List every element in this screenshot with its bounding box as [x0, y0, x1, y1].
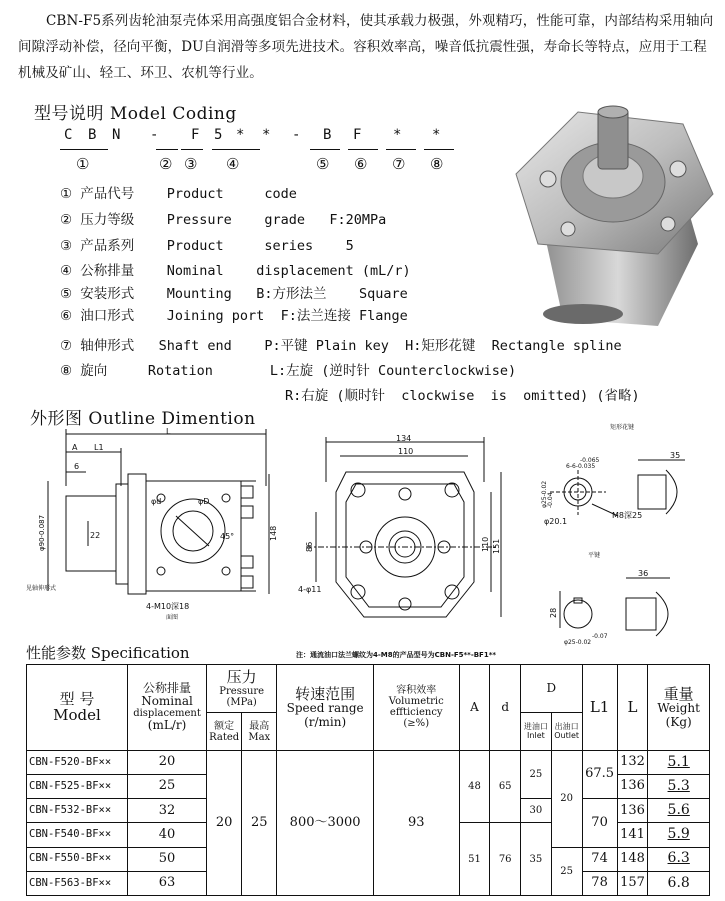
side-view-drawing [26, 426, 296, 640]
code-number: ④ [226, 155, 240, 173]
cell-L: 132 [617, 750, 648, 774]
header-vol-en2: effticiency [389, 707, 443, 719]
cell-L: 136 [617, 799, 648, 823]
legend-en: Product [166, 238, 224, 254]
code-number: ① [76, 155, 90, 173]
dim-151: 151 [492, 538, 501, 554]
plain-dia25: φ25-0.02 [564, 639, 592, 646]
plain-28: 28 [549, 607, 558, 618]
header-model-cn: 型 号 [59, 689, 95, 708]
intro-paragraph: CBN-F5系列齿轮油泵壳体采用高强度铝合金材料，使其承载力极强，外观精巧，性能可靠，内部结构采用轴向间隙浮动补偿，径向平衡，DU自润滑等多项先进技术。容积效率高，噪音低抗震性强，寿命长等特点，应用于工程机械及矿山、轻工、环卫、农机等行业。 [18, 13, 714, 81]
coding-underline [386, 149, 416, 150]
code-char: * [432, 127, 441, 143]
legend-number: ⑧ [60, 363, 73, 379]
cell-inlet: 35 [521, 823, 552, 896]
cell-disp: 20 [128, 750, 207, 774]
note-left: 见轴伸形式 [26, 585, 57, 592]
legend-extra: 5 [345, 238, 354, 254]
code-char: * [262, 127, 271, 143]
cell-model: CBN-F563-BF×× [27, 871, 128, 895]
header-inlet-cn: 进油口 [523, 721, 548, 731]
header-rated-cn: 额定 [214, 720, 235, 732]
legend-en: Shaft end [158, 338, 232, 354]
legend-en: Nominal [166, 263, 224, 279]
cell-d: 65 [490, 750, 521, 823]
spline-tol: -0.065 [580, 457, 600, 464]
legend-cn: 轴伸形式 [80, 338, 135, 354]
dim-holes: 4-φ11 [298, 585, 322, 594]
code-char: F [353, 127, 362, 143]
spline-spec: 6-6-0.035 [566, 463, 596, 470]
code-number: ⑦ [392, 155, 406, 173]
header-inlet [521, 713, 552, 750]
cell-disp: 63 [128, 871, 207, 895]
spline-35: 35 [670, 451, 681, 460]
legend-cn: 油口形式 [80, 308, 135, 324]
legend-cn: 旋向 [80, 363, 108, 379]
cell-rated: 20 [207, 750, 242, 895]
cell-model: CBN-F532-BF×× [27, 799, 128, 823]
code-number: ⑤ [316, 155, 330, 173]
header-L: L [617, 665, 648, 751]
cell-speed: 800～3000 [277, 750, 374, 895]
table-row [27, 750, 710, 774]
legend-extra: Flange [358, 308, 408, 324]
dim-6: 6 [74, 462, 80, 471]
legend-number: ④ [60, 263, 73, 279]
spline-title: 矩形花键 [610, 424, 635, 431]
coding-underline [212, 149, 260, 150]
code-number: ⑥ [354, 155, 368, 173]
header-rated [207, 713, 242, 750]
dim-A: A [72, 443, 78, 452]
cell-outlet: 20 [551, 750, 582, 847]
dim-86: 86 [305, 541, 314, 552]
legend-en2: grade [264, 212, 305, 228]
legend-en2: P:平键 Plain key [264, 338, 389, 354]
cell-L: 136 [617, 774, 648, 798]
cell-weight: 5.3 [648, 774, 710, 798]
dim-110-w: 110 [398, 447, 414, 456]
header-outlet-cn: 出油口 [554, 721, 579, 731]
code-char: * [393, 127, 402, 143]
dim-134: 134 [396, 434, 412, 443]
legend-extra: H:矩形花键 Rectangle spline [405, 338, 622, 354]
coding-underline [60, 149, 108, 150]
outline-title: 外形图 Outline Dimention [30, 409, 256, 429]
header-vol-cn: 容积效率 [396, 685, 437, 697]
cell-model: CBN-F520-BF×× [27, 750, 128, 774]
cell-L1: 74 [582, 847, 617, 871]
legend-item-3 [60, 234, 354, 254]
header-weight-en: Weight [657, 701, 700, 716]
cell-L1: 67.5 [582, 750, 617, 798]
cell-weight: 5.6 [648, 799, 710, 823]
header-max [242, 713, 277, 750]
code-number: ② [159, 155, 173, 173]
header-weight-cn: 重量 [663, 684, 694, 703]
legend-en2: code [264, 186, 297, 202]
header-L1: L1 [582, 665, 617, 751]
cell-disp: 50 [128, 847, 207, 871]
legend-cn: 压力等级 [80, 212, 135, 228]
legend-item-7 [60, 334, 622, 354]
coding-underline [310, 149, 340, 150]
cell-A: 48 [459, 750, 490, 823]
header-rated-en: Rated [209, 731, 240, 743]
code-char: 5 [214, 127, 223, 143]
spline-tol25: -0.04 [547, 492, 554, 508]
spec-title: 性能参数 Specification [26, 644, 190, 662]
legend-item-1 [60, 182, 297, 202]
header-disp-en1: Nominal [141, 694, 193, 709]
dim-bolt: 4-M10深18 [146, 602, 190, 611]
dim-L1: L1 [94, 443, 104, 452]
header-speed [277, 665, 374, 751]
cell-disp: 25 [128, 774, 207, 798]
cell-L: 157 [617, 871, 648, 895]
legend-en2: series [264, 238, 314, 254]
legend-en: Mounting [166, 286, 232, 302]
dim-22: 22 [90, 531, 101, 540]
cell-L: 141 [617, 823, 648, 847]
code-char: N [112, 127, 121, 143]
header-model [27, 665, 128, 751]
cell-vol: 93 [373, 750, 459, 895]
dim-phi-d: φd [151, 497, 162, 506]
code-char: * [236, 127, 245, 143]
legend-number: ② [60, 212, 73, 228]
header-weight [648, 665, 710, 751]
legend-en2: displacement (mL/r) [256, 263, 411, 279]
cell-L1: 78 [582, 871, 617, 895]
cell-model: CBN-F550-BF×× [27, 847, 128, 871]
header-A: A [459, 665, 490, 751]
legend-number: ⑦ [60, 338, 73, 354]
code-char: - [150, 127, 159, 143]
header-speed-cn: 转速范围 [295, 684, 356, 703]
cell-outlet: 25 [551, 847, 582, 895]
header-press-cn: 压力 [226, 668, 257, 687]
cell-disp: 40 [128, 823, 207, 847]
pump-photo [508, 104, 718, 329]
header-speed-unit: (r/min) [304, 714, 347, 729]
header-max-en: Max [248, 731, 271, 743]
cell-max: 25 [242, 750, 277, 895]
header-disp-en2: displacement [133, 708, 201, 720]
dim-L: L [166, 427, 171, 436]
header-vol-unit: (≥%) [403, 718, 430, 730]
dim-110-h: 110 [481, 536, 490, 552]
plain-36: 36 [638, 569, 649, 578]
cell-L: 148 [617, 847, 648, 871]
header-outlet [551, 713, 582, 750]
header-inlet-en: Inlet [527, 730, 545, 740]
legend-item-8 [60, 359, 516, 379]
header-press-en: Pressure [219, 685, 265, 697]
header-outlet-en: Outlet [554, 730, 580, 740]
header-model-en: Model [53, 706, 101, 725]
legend-en: Rotation [147, 363, 213, 379]
legend-number: ⑥ [60, 308, 73, 324]
header-D: D [521, 665, 582, 713]
legend-cn: 安装形式 [80, 286, 135, 302]
coding-underline [348, 149, 378, 150]
code-number: ⑧ [430, 155, 444, 173]
cell-weight: 6.3 [648, 847, 710, 871]
dim-angle: 45° [220, 532, 235, 541]
cell-inlet: 30 [521, 799, 552, 823]
legend-item-5 [60, 282, 408, 302]
legend-en2: F:法兰连接 [280, 308, 351, 324]
header-disp-unit: (mL/r) [147, 718, 187, 733]
legend-item-6 [60, 304, 408, 324]
code-char: F [191, 127, 200, 143]
header-disp-cn: 公称排量 [143, 681, 192, 696]
legend-extra: Square [358, 286, 408, 302]
legend-en2: B:方形法兰 [256, 286, 327, 302]
code-char: B [323, 127, 332, 143]
cell-weight: 6.8 [648, 871, 710, 895]
legend-rotation-r: R:右旋 (顺时针 clockwise is omitted) (省略) [285, 388, 640, 404]
code-char: B [88, 127, 97, 143]
plain-title: 平键 [588, 552, 601, 559]
legend-number: ⑤ [60, 286, 73, 302]
cell-weight: 5.9 [648, 823, 710, 847]
spec-note: 注：通流油口法兰螺纹为4-M8的产品型号为CBN-F5**-BF1** [296, 651, 497, 659]
header-press-unit: (MPa) [226, 696, 257, 708]
cell-model: CBN-F540-BF×× [27, 823, 128, 847]
note-bottom: 面图 [166, 614, 179, 621]
legend-en: Pressure [166, 212, 232, 228]
coding-string [48, 127, 468, 149]
spec-table [26, 664, 710, 896]
legend-item-2 [60, 208, 386, 228]
legend-number: ③ [60, 238, 73, 254]
header-pressure [207, 665, 277, 713]
model-coding-title: 型号说明 Model Coding [34, 104, 237, 124]
spline-shaft-drawing [530, 420, 720, 534]
legend-en: Joining port [166, 308, 265, 324]
header-speed-en: Speed range [286, 701, 364, 716]
legend-extra: F:20MPa [329, 212, 387, 228]
code-char: C [64, 127, 73, 143]
plain-tol25: -0.07 [592, 633, 608, 640]
plain-key-drawing [530, 546, 720, 650]
legend-number: ① [60, 186, 73, 202]
code-char: - [292, 127, 301, 143]
legend-en2: L:左旋 (逆时针 Counterclockwise) [269, 363, 517, 379]
legend-item-4 [60, 259, 411, 279]
cell-weight: 5.1 [648, 750, 710, 774]
cell-A: 51 [459, 823, 490, 896]
header-displacement [128, 665, 207, 751]
header-weight-unit: (Kg) [665, 714, 692, 729]
code-number: ③ [184, 155, 198, 173]
legend-en: Product [166, 186, 224, 202]
legend-cn: 产品系列 [80, 238, 135, 254]
header-d: d [490, 665, 521, 751]
cell-L1: 70 [582, 799, 617, 847]
cell-d: 76 [490, 823, 521, 896]
legend-cn: 公称排量 [80, 263, 135, 279]
cell-inlet: 25 [521, 750, 552, 798]
legend-cn: 产品代号 [80, 186, 135, 202]
dim-dia-left: φ90-0.087 [38, 514, 46, 551]
spline-dia20: φ20.1 [544, 517, 568, 526]
spline-m8: M8深25 [612, 511, 643, 520]
dim-phi-D: φD [198, 497, 210, 506]
coding-underline [181, 149, 203, 150]
coding-underline [156, 149, 178, 150]
front-view-drawing [296, 432, 506, 636]
cell-disp: 32 [128, 799, 207, 823]
spline-dia25: φ25-0.02 [541, 480, 548, 508]
coding-underline [424, 149, 454, 150]
cell-model: CBN-F525-BF×× [27, 774, 128, 798]
coding-numbers [0, 155, 470, 177]
header-volumetric [373, 665, 459, 751]
header-max-cn: 最高 [249, 720, 270, 732]
dim-148: 148 [269, 525, 278, 541]
header-vol-en1: Volumetric [388, 696, 444, 708]
